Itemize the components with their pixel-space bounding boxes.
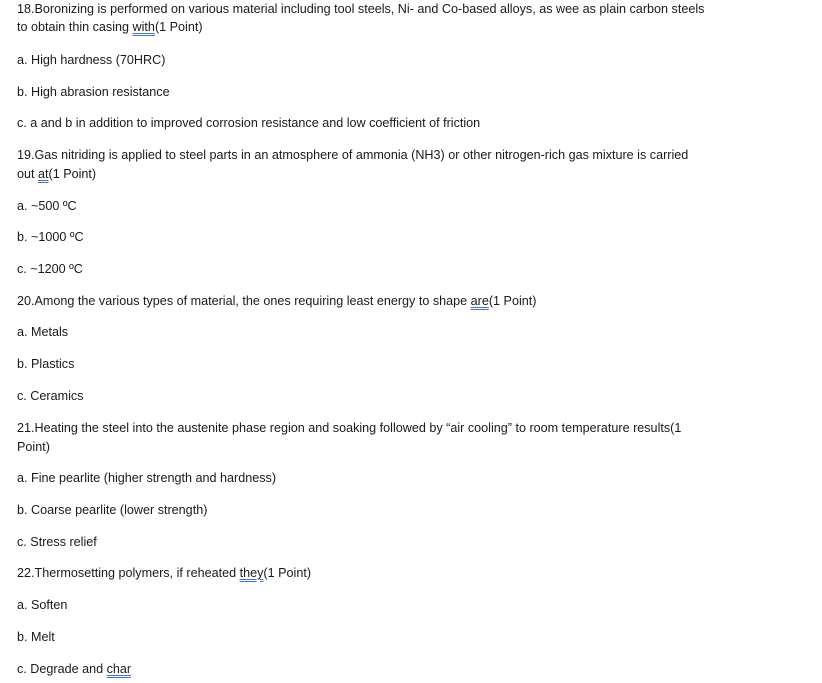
question-19-option-c: c. ~1200 ºC xyxy=(17,262,83,276)
question-19-stem-line2: out at(1 Point) xyxy=(17,167,97,181)
question-22-option-a: a. Soften xyxy=(17,598,68,612)
grammar-flag: at xyxy=(38,167,49,181)
question-21-stem-line2: Point) xyxy=(17,440,50,454)
question-19-option-a: a. ~500 ºC xyxy=(17,199,77,213)
question-20-option-c: c. Ceramics xyxy=(17,389,84,403)
question-21-option-c: c. Stress relief xyxy=(17,535,97,549)
question-19-stem-line1: 19.Gas nitriding is applied to steel parts in an atmosphere of ammonia (NH3) or other nitrogen-rich gas mixture is carried xyxy=(17,148,689,162)
question-21-option-a: a. Fine pearlite (higher strength and hardness) xyxy=(17,471,277,485)
question-18-option-b: b. High abrasion resistance xyxy=(17,85,170,99)
question-18-stem-line1: 18.Boronizing is performed on various material including tool steels, Ni- and Co-based alloys, as wee as plain carbon steels xyxy=(17,2,705,16)
question-22-stem: 22.Thermosetting polymers, if reheated they(1 Point) xyxy=(17,566,312,580)
question-20-option-a: a. Metals xyxy=(17,325,69,339)
question-18-option-c: c. a and b in addition to improved corrosion resistance and low coefficient of friction xyxy=(17,116,481,130)
grammar-flag: char xyxy=(106,662,132,676)
question-18-stem-line2: to obtain thin casing with(1 Point) xyxy=(17,20,203,34)
grammar-flag: with xyxy=(132,20,155,34)
grammar-flag: they xyxy=(239,566,264,580)
question-20-stem: 20.Among the various types of material, the ones requiring least energy to shape are(1 Point) xyxy=(17,294,537,308)
question-20-option-b: b. Plastics xyxy=(17,357,75,371)
question-22-option-b: b. Melt xyxy=(17,630,55,644)
question-21-stem-line1: 21.Heating the steel into the austenite phase region and soaking followed by “air cooling” to room temperature results(1 xyxy=(17,421,682,435)
grammar-flag: are xyxy=(470,294,489,308)
question-22-option-c: c. Degrade and char xyxy=(17,662,132,676)
question-21-option-b: b. Coarse pearlite (lower strength) xyxy=(17,503,208,517)
question-19-option-b: b. ~1000 ºC xyxy=(17,230,84,244)
question-18-option-a: a. High hardness (70HRC) xyxy=(17,53,166,67)
